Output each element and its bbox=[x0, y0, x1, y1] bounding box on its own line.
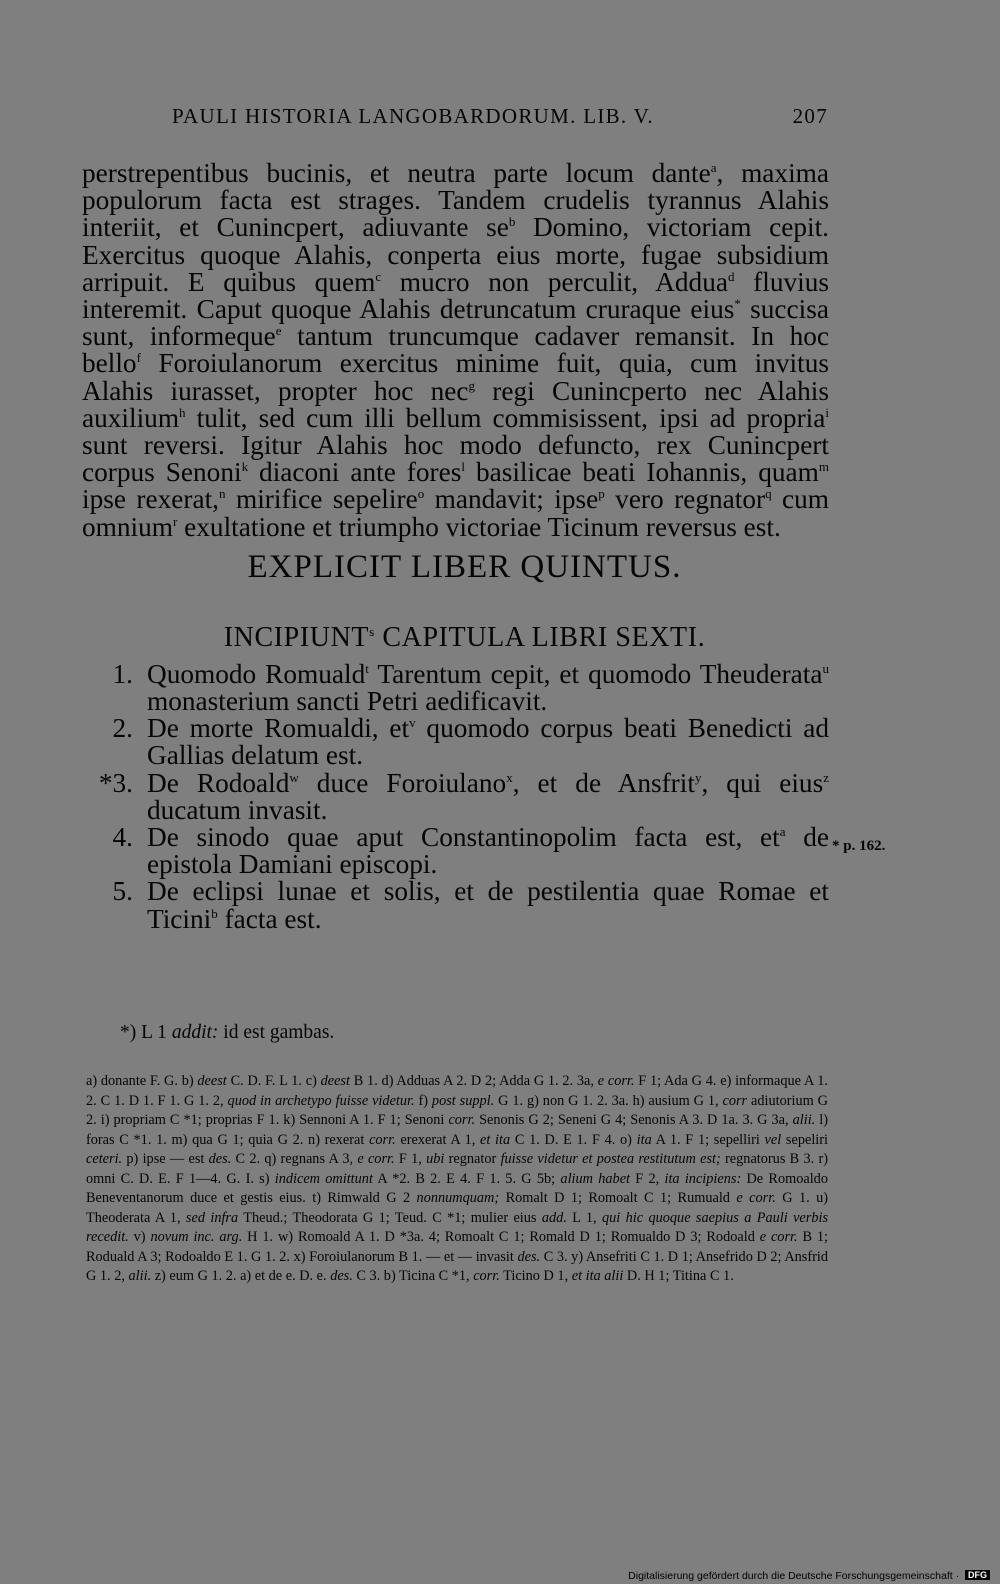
italic-note: sed infra bbox=[185, 1209, 239, 1226]
capitulum-text bbox=[147, 767, 829, 825]
italic-note: des. bbox=[208, 1151, 232, 1168]
text-run: Tarentum cepit, et quomodo Theuderata bbox=[368, 658, 823, 689]
text-run: basilicae beati Iohannis, quam bbox=[464, 457, 819, 488]
text-run: duce Foroiulano bbox=[298, 767, 507, 798]
footnote-marker: b bbox=[508, 214, 516, 230]
text-run: A 1. F 1; sepelliri bbox=[651, 1131, 765, 1148]
text-run: L 1, bbox=[566, 1209, 602, 1226]
text-run: De Rodoald bbox=[147, 767, 290, 798]
footnote-marker: z bbox=[823, 769, 829, 785]
footnote-marker: h bbox=[179, 404, 186, 420]
footnote-marker: t bbox=[365, 660, 369, 676]
capitulum-number: 5. bbox=[112, 876, 133, 907]
italic-note: e corr. bbox=[759, 1229, 798, 1246]
footnote-marker: n bbox=[219, 486, 226, 502]
footnote-marker: v bbox=[409, 715, 416, 731]
footnote-marker: k bbox=[241, 459, 249, 475]
text-run: adiutorium G 2. i) propriam C *1; proprias F 1. k) Sennoni A 1. F 1; Senoni bbox=[86, 1092, 828, 1129]
italic-note: quod in archetypo fuisse videtur. bbox=[227, 1092, 415, 1109]
text-run: cum omnium bbox=[82, 484, 830, 542]
footnote-marker: s bbox=[369, 623, 375, 639]
italic-note: ceteri. bbox=[86, 1151, 123, 1168]
page-header bbox=[172, 104, 828, 134]
text-run: regnator bbox=[444, 1151, 501, 1168]
footnote-marker: b bbox=[211, 905, 218, 921]
text-run: perstrepentibus bucinis, et neutra parte locum dante bbox=[82, 158, 711, 188]
footnote-marker: p bbox=[598, 486, 605, 502]
text-run: fluvius interemit. Caput quoque Alahis detruncatum cruraque eius bbox=[82, 266, 829, 325]
italic-note: indicem omittunt bbox=[274, 1170, 373, 1187]
text-run: monasterium sancti Petri aedificavit. bbox=[147, 686, 548, 717]
footnote-marker: r bbox=[173, 513, 178, 529]
capitulum-number: 2. bbox=[112, 713, 133, 744]
italic-note: deest bbox=[197, 1073, 227, 1089]
text-run: vero regnator bbox=[604, 484, 766, 515]
text-run: Romalt D 1; Romoalt C 1; Rumuald bbox=[499, 1190, 737, 1207]
text-run: v) bbox=[128, 1229, 151, 1246]
capitulum-text bbox=[147, 715, 829, 769]
italic-note: vel bbox=[764, 1131, 782, 1148]
star-footnote-mark: *) L 1 bbox=[120, 1022, 172, 1043]
text-run: sepeliri bbox=[781, 1131, 829, 1148]
footnote-marker: f bbox=[136, 350, 141, 366]
footnote-marker: y bbox=[694, 769, 702, 785]
text-run: l) foras C *1. 1. m) qua G 1; quia G 2. n) rexerat bbox=[86, 1112, 828, 1148]
italic-note: e corr. bbox=[357, 1151, 395, 1168]
text-run: p) ipse — est bbox=[122, 1151, 209, 1168]
capitulum-text bbox=[147, 658, 829, 717]
text-run: F 2, bbox=[630, 1170, 665, 1187]
capitulum-number: 1. bbox=[112, 658, 133, 689]
capitula-heading bbox=[82, 623, 829, 653]
text-run: sunt reversi. Igitur Alahis hoc modo defuncto, rex Cunincpert corpus Senoni bbox=[82, 430, 829, 488]
text-run: mandavit; ipse bbox=[424, 484, 599, 515]
text-run: De eclipsi lunae et solis, et de pestilentia quae Romae et Ticini bbox=[147, 876, 829, 934]
italic-note: e corr. bbox=[736, 1190, 776, 1207]
capitulum-number: 4. bbox=[112, 822, 133, 853]
credit-text: Digitalisierung gefördert durch die Deutsche Forschungsgemeinschaft · bbox=[628, 1570, 960, 1582]
capitulum-item bbox=[82, 878, 829, 932]
italic-note: ita bbox=[636, 1131, 652, 1148]
text-run: B 1; Roduald A 3; Rodoaldo E 1. G 1. 2. x) Foroiulanorum B 1. — et — invasit bbox=[86, 1229, 829, 1265]
footnote-marker: * bbox=[734, 296, 741, 312]
text-run: F 1; Ada G 4. e) informaque A 1. 2. C 1. D 1. F 1. G 1. 2, bbox=[86, 1073, 829, 1109]
italic-note: corr bbox=[722, 1092, 748, 1109]
footnote-marker: e bbox=[275, 323, 282, 339]
text-run: erexerat A 1, bbox=[395, 1131, 480, 1148]
page-number: 207 bbox=[792, 104, 828, 128]
text-run: Theud.; Theodorata G 1; Teud. C *1; mulier eius bbox=[238, 1209, 542, 1226]
capitulum-text bbox=[147, 824, 829, 878]
italic-note: e corr. bbox=[597, 1073, 635, 1089]
text-run: C 3. b) Ticina C *1, bbox=[352, 1268, 474, 1285]
text-run: mucro non perculit, Addua bbox=[381, 266, 728, 297]
critical-apparatus bbox=[86, 1072, 828, 1287]
capitulum-item bbox=[82, 767, 829, 825]
margin-page-reference: * p. 162. bbox=[832, 838, 886, 854]
footnote-marker: l bbox=[461, 459, 465, 475]
footnote-marker: a bbox=[710, 160, 717, 175]
running-title: PAULI HISTORIA LANGOBARDORUM. LIB. V. bbox=[172, 104, 654, 128]
text-run: tantum truncumque cadaver remansit. In hoc bello bbox=[82, 321, 829, 379]
text-run: ducatum invasit. bbox=[147, 794, 328, 825]
text-run: C 1. D. E 1. F 4. o) bbox=[510, 1131, 637, 1148]
text-run: , et de Ansfrit bbox=[512, 767, 695, 798]
text-run: C 2. q) regnans A 3, bbox=[231, 1151, 358, 1168]
star-footnote-italic: addit: bbox=[171, 1022, 219, 1043]
main-text bbox=[82, 160, 829, 933]
italic-note: ubi bbox=[426, 1151, 445, 1168]
text-run: regnatorus B 3. r) omni C. D. E. F 1—4. G. I. s) bbox=[86, 1151, 829, 1187]
text-run: , qui eius bbox=[701, 767, 824, 798]
footnote-marker: o bbox=[417, 486, 425, 502]
text-run: tulit, sed cum illi bellum commisissent, ipsi ad propria bbox=[185, 402, 826, 433]
footnote-marker: q bbox=[765, 486, 772, 502]
text-run: Foroiulanorum exercitus minime fuit, quia, cum invitus Alahis iurasset, propter hoc nec bbox=[82, 348, 829, 406]
footnote-marker: u bbox=[822, 660, 829, 676]
text-run: facta est. bbox=[217, 903, 322, 934]
text-run: Ticino D 1, bbox=[499, 1268, 572, 1285]
text-run: C 3. y) Ansefriti C 1. D 1; Ansefrido D 2; Ansfrid G 1. 2, bbox=[86, 1248, 829, 1285]
text-run: H 1. w) Romoald A 1. D *3a. 4; Romoalt C 1; Romald D 1; Romualdo D 3; Rodoald bbox=[242, 1229, 760, 1246]
text-run: G 1. u) Theoderata A 1, bbox=[86, 1190, 828, 1226]
footnote-marker: d bbox=[727, 268, 735, 284]
italic-note: corr. bbox=[473, 1268, 500, 1285]
italic-note: corr. bbox=[448, 1112, 476, 1129]
capitula-list bbox=[82, 658, 829, 934]
italic-note: qui hic quoque saepius a Pauli verbis recedit. bbox=[86, 1209, 829, 1246]
text-run: C. D. F. L 1. c) bbox=[226, 1073, 321, 1089]
text-run: a) donante F. G. b) bbox=[86, 1073, 198, 1089]
digitization-credit bbox=[628, 1570, 990, 1582]
text-run: De morte Romualdi, et bbox=[147, 713, 410, 744]
capitula-heading-post: CAPITULA LIBRI SEXTI. bbox=[374, 621, 706, 653]
capitulum-item bbox=[82, 824, 829, 878]
italic-note: fuisse videtur et postea restitutum est; bbox=[500, 1151, 721, 1168]
text-run: quomodo corpus beati Benedicti ad Gallias delatum est. bbox=[147, 713, 829, 771]
italic-note: nonnumquam; bbox=[416, 1190, 500, 1207]
italic-note: deest bbox=[320, 1073, 350, 1089]
italic-note: novum inc. arg. bbox=[150, 1229, 243, 1246]
footnote-marker: x bbox=[506, 769, 513, 785]
dfg-logo: DFG bbox=[965, 1570, 990, 1580]
text-run: B 1. d) Adduas A 2. D 2; Adda G 1. 2. 3a, bbox=[349, 1073, 598, 1089]
text-run: z) eum G 1. 2. a) et de e. D. e. bbox=[151, 1268, 331, 1285]
capitulum-text bbox=[147, 878, 829, 932]
latin-paragraph bbox=[82, 160, 829, 541]
text-run: ipse rexerat, bbox=[82, 484, 220, 515]
text-run: exultatione et triumpho victoriae Ticinum reversus est. bbox=[177, 511, 781, 542]
italic-note: corr. bbox=[369, 1131, 396, 1148]
footnote-marker: w bbox=[289, 769, 299, 785]
italic-note: des. bbox=[517, 1248, 541, 1265]
footnote-marker: g bbox=[468, 377, 476, 393]
italic-note: ita incipiens: bbox=[664, 1170, 742, 1187]
italic-note: et ita alii bbox=[571, 1268, 624, 1285]
italic-note: alium habet bbox=[560, 1170, 631, 1187]
capitulum-number: *3. bbox=[98, 767, 133, 798]
footnote-marker: a bbox=[779, 824, 786, 840]
italic-note: add. bbox=[541, 1209, 567, 1226]
text-run: diaconi ante fores bbox=[248, 457, 462, 488]
italic-note: post suppl. bbox=[431, 1092, 495, 1109]
text-run: F 1, bbox=[394, 1151, 427, 1168]
italic-note: des. bbox=[330, 1268, 353, 1285]
footnote-marker: c bbox=[375, 268, 382, 284]
text-run: succisa sunt, informeque bbox=[82, 294, 829, 352]
text-run: De sinodo quae aput Constantinopolim facta est, et bbox=[147, 822, 780, 853]
text-run: , maxima populorum facta est strages. Tandem crudelis tyrannus Alahis interiit, et Cunincpert, adiuvante se bbox=[82, 158, 829, 243]
text-run: mirifice sepelire bbox=[225, 484, 418, 515]
text-run: D. H 1; Titina C 1. bbox=[623, 1268, 734, 1285]
explicit-heading: EXPLICIT LIBER QUINTUS. bbox=[247, 548, 682, 585]
text-run: G 1. g) non G 1. 2. 3a. h) ausium G 1, bbox=[494, 1092, 723, 1109]
text-run: f) bbox=[414, 1092, 432, 1109]
footnote-marker: m bbox=[818, 459, 829, 475]
italic-note: alii. bbox=[128, 1268, 152, 1285]
italic-note: alii. bbox=[792, 1112, 816, 1129]
star-footnote bbox=[120, 1022, 334, 1044]
text-run: regi Cunincperto nec Alahis auxilium bbox=[82, 375, 829, 433]
footnote-marker: i bbox=[825, 404, 829, 420]
text-run: Senonis G 2; Seneni G 4; Senonis A 3. D 1a. 3. G 3a, bbox=[475, 1112, 793, 1129]
italic-note: et ita bbox=[480, 1131, 511, 1148]
capitula-heading-pre: INCIPIUNT bbox=[223, 621, 370, 653]
text-run: De Romoaldo Beneventanorum duce et gestis eius. t) Rimwald G 2 bbox=[86, 1170, 828, 1207]
star-footnote-text: id est gambas. bbox=[218, 1022, 335, 1043]
text-run: Quomodo Romuald bbox=[147, 658, 366, 689]
text-run: A *2. B 2. E 4. F 1. 5. G 5b; bbox=[372, 1170, 561, 1187]
capitulum-item bbox=[82, 658, 829, 717]
capitulum-item bbox=[82, 715, 829, 769]
text-run: Domino, victoriam cepit. Exercitus quoque Alahis, conperta eius morte, fugae subsidium arripuit. E quibus quem bbox=[82, 212, 829, 297]
text-run: de epistola Damiani episcopi. bbox=[147, 822, 829, 880]
